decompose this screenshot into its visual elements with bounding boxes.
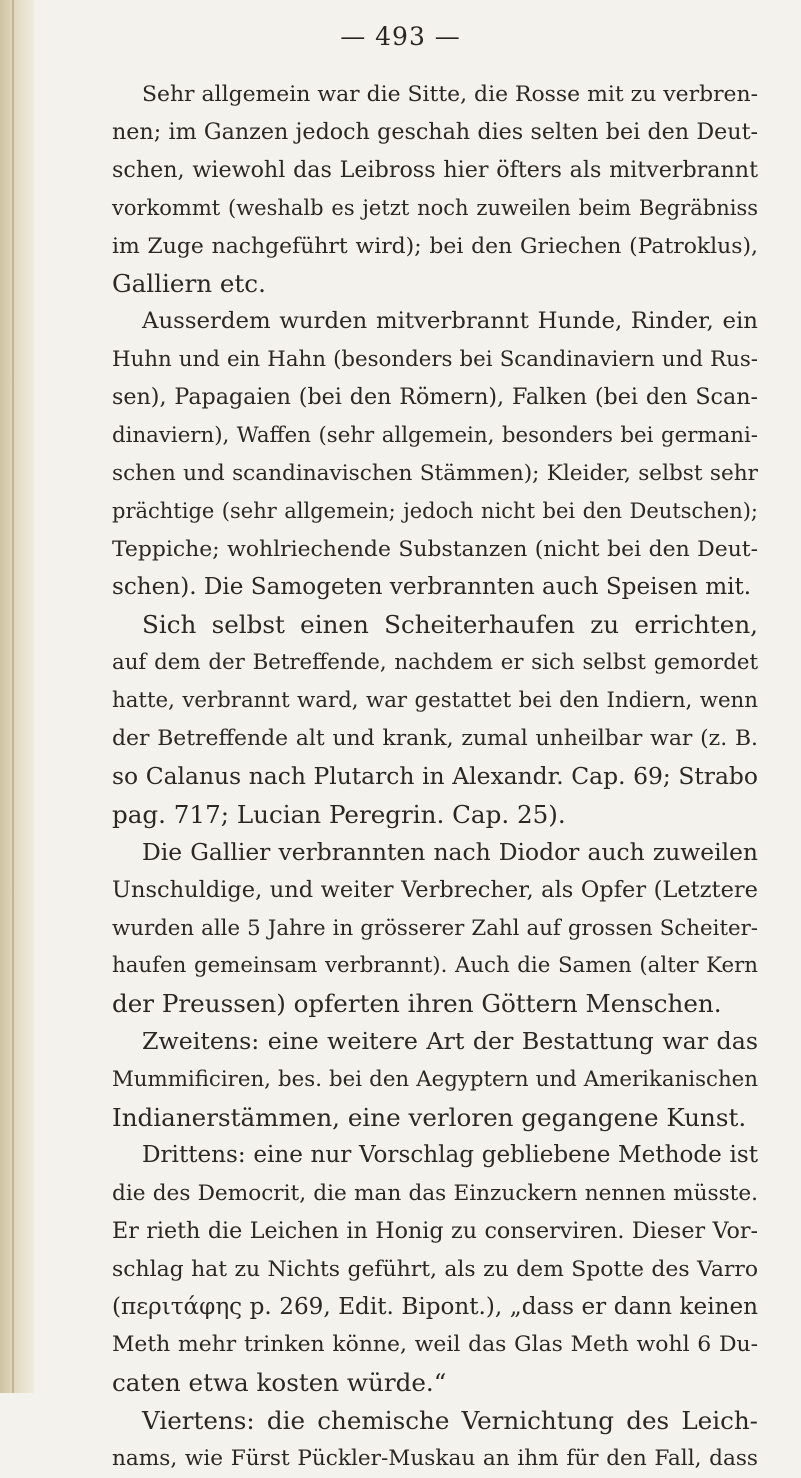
text-line: (περιτάφης p. 269, Edit. Bipont.), „dass er dann keinen [112, 1293, 758, 1320]
page-number: — 493 — [340, 22, 461, 51]
text-line: nen; im Ganzen jedoch geschah dies selten bei den Deut- [112, 118, 758, 145]
text-line: Teppiche; wohlriechende Substanzen (nicht bei den Deut- [112, 536, 758, 562]
text-line: Unschuldige, und weiter Verbrecher, als Opfer (Letztere [112, 876, 758, 903]
text-line: wurden alle 5 Jahre in grösserer Zahl auf grossen Scheiter- [112, 915, 758, 941]
text-line: auf dem der Betreffende, nachdem er sich selbst gemordet [112, 650, 758, 676]
text-line: Huhn und ein Hahn (besonders bei Scandinaviern und Rus- [112, 347, 758, 373]
text-line: Mummificiren, bes. bei den Aegyptern und Amerikanischen [112, 1067, 758, 1093]
text-line: Drittens: eine nur Vorschlag gebliebene Methode ist [142, 1141, 758, 1168]
text-line: im Zuge nachgeführt wird); bei den Griechen (Patroklus), [112, 233, 758, 259]
text-line: pag. 717; Lucian Peregrin. Cap. 25). [112, 799, 566, 829]
text-line: Zweitens: eine weitere Art der Bestattung war das [142, 1027, 758, 1056]
text-line: hatte, verbrannt ward, war gestattet bei den Indiern, wenn [112, 688, 758, 714]
text-line: Indianerstämmen, eine verloren gegangene Kunst. [112, 1103, 747, 1133]
text-line: prächtige (sehr allgemein; jedoch nicht bei den Deutschen); [112, 498, 758, 523]
text-line: der Preussen) opferten ihren Göttern Menschen. [112, 989, 722, 1019]
text-line: haufen gemeinsam verbrannt). Auch die Samen (alter Kern [112, 953, 758, 979]
text-line: Sich selbst einen Scheiterhaufen zu errichten, [142, 610, 758, 640]
text-line: Die Gallier verbrannten nach Diodor auch zuweilen [142, 837, 758, 866]
text-line: Sehr allgemein war die Sitte, die Rosse mit zu verbren- [142, 82, 758, 107]
text-line: schen und scandinavischen Stämmen); Kleider, selbst sehr [112, 460, 758, 486]
binding-gutter [0, 0, 34, 1393]
text-line: caten etwa kosten würde.“ [112, 1368, 447, 1398]
text-line: nams, wie Fürst Pückler-Muskau an ihm für den Fall, dass [112, 1446, 758, 1472]
text-line: sen), Papagaien (bei den Römern), Falken (bei den Scan- [112, 384, 758, 411]
text-line: Er rieth die Leichen in Honig zu conserviren. Dieser Vor- [112, 1217, 758, 1244]
text-line: so Calanus nach Plutarch in Alexandr. Cap. 69; Strabo [112, 762, 758, 791]
text-line: Meth mehr trinken könne, weil das Glas Meth wohl 6 Du- [112, 1332, 758, 1358]
text-line: schen). Die Samogeten verbrannten auch Speisen mit. [112, 573, 752, 600]
binding-edge-line [12, 0, 14, 1393]
text-line: schlag hat zu Nichts geführt, als zu dem Spotte des Varro [112, 1256, 758, 1282]
text-line: Galliern etc. [112, 269, 266, 299]
text-line: die des Democrit, die man das Einzuckern nennen müsste. [112, 1180, 758, 1206]
body-text [112, 76, 758, 1478]
text-line: Ausserdem wurden mitverbrannt Hunde, Rinder, ein [142, 308, 758, 335]
text-line: der Betreffende alt und krank, zumal unheilbar war (z. B. [112, 726, 758, 752]
text-line: vorkommt (weshalb es jetzt noch zuweilen beim Begräbniss [112, 195, 758, 220]
text-line: Viertens: die chemische Vernichtung des Leich- [142, 1406, 758, 1436]
text-line: dinaviern), Waffen (sehr allgemein, besonders bei germani- [112, 423, 758, 449]
text-line: schen, wiewohl das Leibross hier öfters als mitverbrannt [112, 156, 758, 183]
